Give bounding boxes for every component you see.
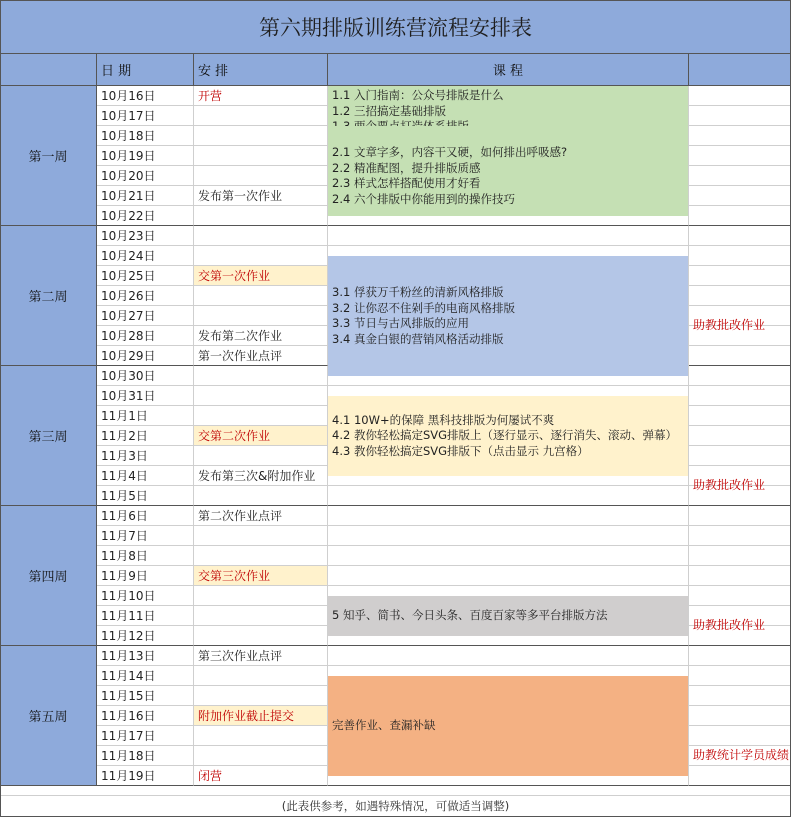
- course-cell: [328, 546, 689, 566]
- date-cell: 10月17日: [97, 106, 194, 126]
- note-cell: [689, 666, 791, 686]
- arrange-cell: 附加作业截止提交: [194, 706, 328, 726]
- course-cell: [328, 646, 689, 666]
- date-cell: 11月11日: [97, 606, 194, 626]
- date-cell: 10月27日: [97, 306, 194, 326]
- arrange-cell: [194, 366, 328, 386]
- course-cell: [328, 226, 689, 246]
- course-line: 3.4 真金白银的营销风格活动排版: [332, 331, 504, 346]
- arrange-cell: [194, 106, 328, 126]
- date-cell: 11月15日: [97, 686, 194, 706]
- date-cell: 11月7日: [97, 526, 194, 546]
- note-cell: [689, 246, 791, 266]
- date-cell: 11月14日: [97, 666, 194, 686]
- header-arrange: 安 排: [194, 54, 328, 86]
- arrange-cell: 交第一次作业: [194, 266, 328, 286]
- arrange-cell: [194, 626, 328, 646]
- date-cell: 11月12日: [97, 626, 194, 646]
- date-cell: 11月8日: [97, 546, 194, 566]
- date-cell: 11月13日: [97, 646, 194, 666]
- date-cell: 10月29日: [97, 346, 194, 366]
- arrange-cell: 发布第一次作业: [194, 186, 328, 206]
- header-week: [0, 54, 97, 86]
- date-cell: 11月5日: [97, 486, 194, 506]
- date-cell: 11月3日: [97, 446, 194, 466]
- note-cell: [689, 566, 791, 586]
- header-date: 日 期: [97, 54, 194, 86]
- course-line: 5 知乎、简书、今日头条、百度百家等多平台排版方法: [332, 608, 608, 623]
- arrange-cell: [194, 726, 328, 746]
- arrange-cell: [194, 526, 328, 546]
- note-scores: 助教统计学员成绩: [693, 747, 790, 762]
- course-block-5: [328, 596, 689, 636]
- course-block-1: [328, 86, 689, 126]
- course-block-4: [328, 396, 689, 476]
- date-cell: 10月21日: [97, 186, 194, 206]
- note-cell: [689, 646, 791, 666]
- arrange-cell: 开营: [194, 86, 328, 106]
- arrange-cell: 发布第二次作业: [194, 326, 328, 346]
- course-cell: [328, 506, 689, 526]
- arrange-cell: [194, 406, 328, 426]
- date-cell: 11月9日: [97, 566, 194, 586]
- note-cell: [689, 686, 791, 706]
- course-line: 3.3 节日与古风排版的应用: [332, 316, 469, 330]
- course-line: 4.1 10W+的保障 黑科技排版为何屡试不爽: [332, 412, 555, 427]
- course-cell: [328, 526, 689, 546]
- course-block-6: [328, 676, 689, 776]
- course-line: 4.3 教你轻松搞定SVG排版下（点击显示 九宫格）: [332, 443, 589, 458]
- date-cell: 10月18日: [97, 126, 194, 146]
- note-cell: [689, 146, 791, 166]
- date-cell: 10月20日: [97, 166, 194, 186]
- course-cell: [328, 566, 689, 586]
- arrange-cell: [194, 486, 328, 506]
- note-cell: [689, 126, 791, 146]
- note-cell: [689, 106, 791, 126]
- note-cell: [689, 266, 791, 286]
- arrange-cell: 第二次作业点评: [194, 506, 328, 526]
- arrange-cell: [194, 226, 328, 246]
- arrange-cell: 第三次作业点评: [194, 646, 328, 666]
- course-line: 完善作业、查漏补缺: [332, 718, 436, 733]
- course-line: 2.2 精准配图，提升排版质感: [332, 160, 481, 175]
- course-line: 1.2 三招搞定基础排版: [332, 103, 446, 118]
- note-cell: [689, 766, 791, 786]
- arrange-cell: [194, 286, 328, 306]
- course-block-2: [328, 126, 689, 216]
- note-cell: [689, 166, 791, 186]
- note-cell: [689, 706, 791, 726]
- arrange-cell: [194, 666, 328, 686]
- course-line: 3.1 俘获万千粉丝的清新风格排版: [332, 285, 504, 299]
- arrange-cell: [194, 586, 328, 606]
- note-cell: [689, 346, 791, 366]
- week-label: 第四周: [0, 506, 97, 646]
- arrange-cell: [194, 146, 328, 166]
- note-cell: [689, 226, 791, 246]
- date-cell: 10月31日: [97, 386, 194, 406]
- week-label: 第五周: [0, 646, 97, 786]
- arrange-cell: [194, 386, 328, 406]
- arrange-cell: [194, 206, 328, 226]
- footer-note: (此表供参考，如遇特殊情况，可做适当调整): [0, 795, 791, 817]
- date-cell: 10月24日: [97, 246, 194, 266]
- date-cell: 10月28日: [97, 326, 194, 346]
- note-cell: [689, 186, 791, 206]
- note-grading-1: 助教批改作业: [693, 317, 766, 332]
- date-cell: 10月26日: [97, 286, 194, 306]
- arrange-cell: 第一次作业点评: [194, 346, 328, 366]
- course-line: 2.4 六个排版中你能用到的操作技巧: [332, 191, 515, 206]
- page-title: 第六期排版训练营流程安排表: [0, 0, 791, 54]
- arrange-cell: [194, 126, 328, 146]
- note-cell: [689, 446, 791, 466]
- week-label: 第三周: [0, 366, 97, 506]
- date-cell: 11月4日: [97, 466, 194, 486]
- date-cell: 10月23日: [97, 226, 194, 246]
- note-cell: [689, 546, 791, 566]
- date-cell: 10月25日: [97, 266, 194, 286]
- note-cell: [689, 406, 791, 426]
- course-block-3: [328, 256, 689, 376]
- course-cell: [328, 486, 689, 506]
- date-cell: 10月19日: [97, 146, 194, 166]
- arrange-cell: [194, 746, 328, 766]
- date-cell: 11月18日: [97, 746, 194, 766]
- header-course: 课 程: [328, 54, 689, 86]
- note-cell: [689, 586, 791, 606]
- note-cell: [689, 286, 791, 306]
- arrange-cell: [194, 546, 328, 566]
- note-cell: [689, 726, 791, 746]
- date-cell: 10月30日: [97, 366, 194, 386]
- note-cell: [689, 426, 791, 446]
- week-label: 第一周: [0, 86, 97, 226]
- arrange-cell: [194, 306, 328, 326]
- date-cell: 11月1日: [97, 406, 194, 426]
- note-cell: [689, 506, 791, 526]
- note-cell: [689, 526, 791, 546]
- arrange-cell: [194, 686, 328, 706]
- arrange-cell: 交第二次作业: [194, 426, 328, 446]
- arrange-cell: 发布第三次&附加作业: [194, 466, 328, 486]
- week-label: 第二周: [0, 226, 97, 366]
- arrange-cell: 交第三次作业: [194, 566, 328, 586]
- note-cell: [689, 386, 791, 406]
- header-note: [689, 54, 791, 86]
- course-line: 4.2 教你轻松搞定SVG排版上（逐行显示、逐行消失、滚动、弹幕）: [332, 428, 678, 443]
- course-line: 2.3 样式怎样搭配使用才好看: [332, 176, 481, 190]
- note-cell: [689, 86, 791, 106]
- note-cell: [689, 366, 791, 386]
- date-cell: 11月6日: [97, 506, 194, 526]
- arrange-cell: [194, 246, 328, 266]
- date-cell: 10月16日: [97, 86, 194, 106]
- date-cell: 11月17日: [97, 726, 194, 746]
- date-cell: 11月2日: [97, 426, 194, 446]
- note-grading-3: 助教批改作业: [693, 617, 766, 632]
- date-cell: 11月19日: [97, 766, 194, 786]
- arrange-cell: 闭营: [194, 766, 328, 786]
- arrange-cell: [194, 606, 328, 626]
- date-cell: 10月22日: [97, 206, 194, 226]
- date-cell: 11月10日: [97, 586, 194, 606]
- arrange-cell: [194, 446, 328, 466]
- course-line: 1.1 入门指南：公众号排版是什么: [332, 88, 504, 102]
- course-line: 2.1 文章字多，内容干又硬，如何排出呼吸感?: [332, 145, 568, 159]
- note-grading-2: 助教批改作业: [693, 477, 766, 492]
- course-line: 3.2 让你忍不住剁手的电商风格排版: [332, 300, 515, 315]
- arrange-cell: [194, 166, 328, 186]
- date-cell: 11月16日: [97, 706, 194, 726]
- note-cell: [689, 206, 791, 226]
